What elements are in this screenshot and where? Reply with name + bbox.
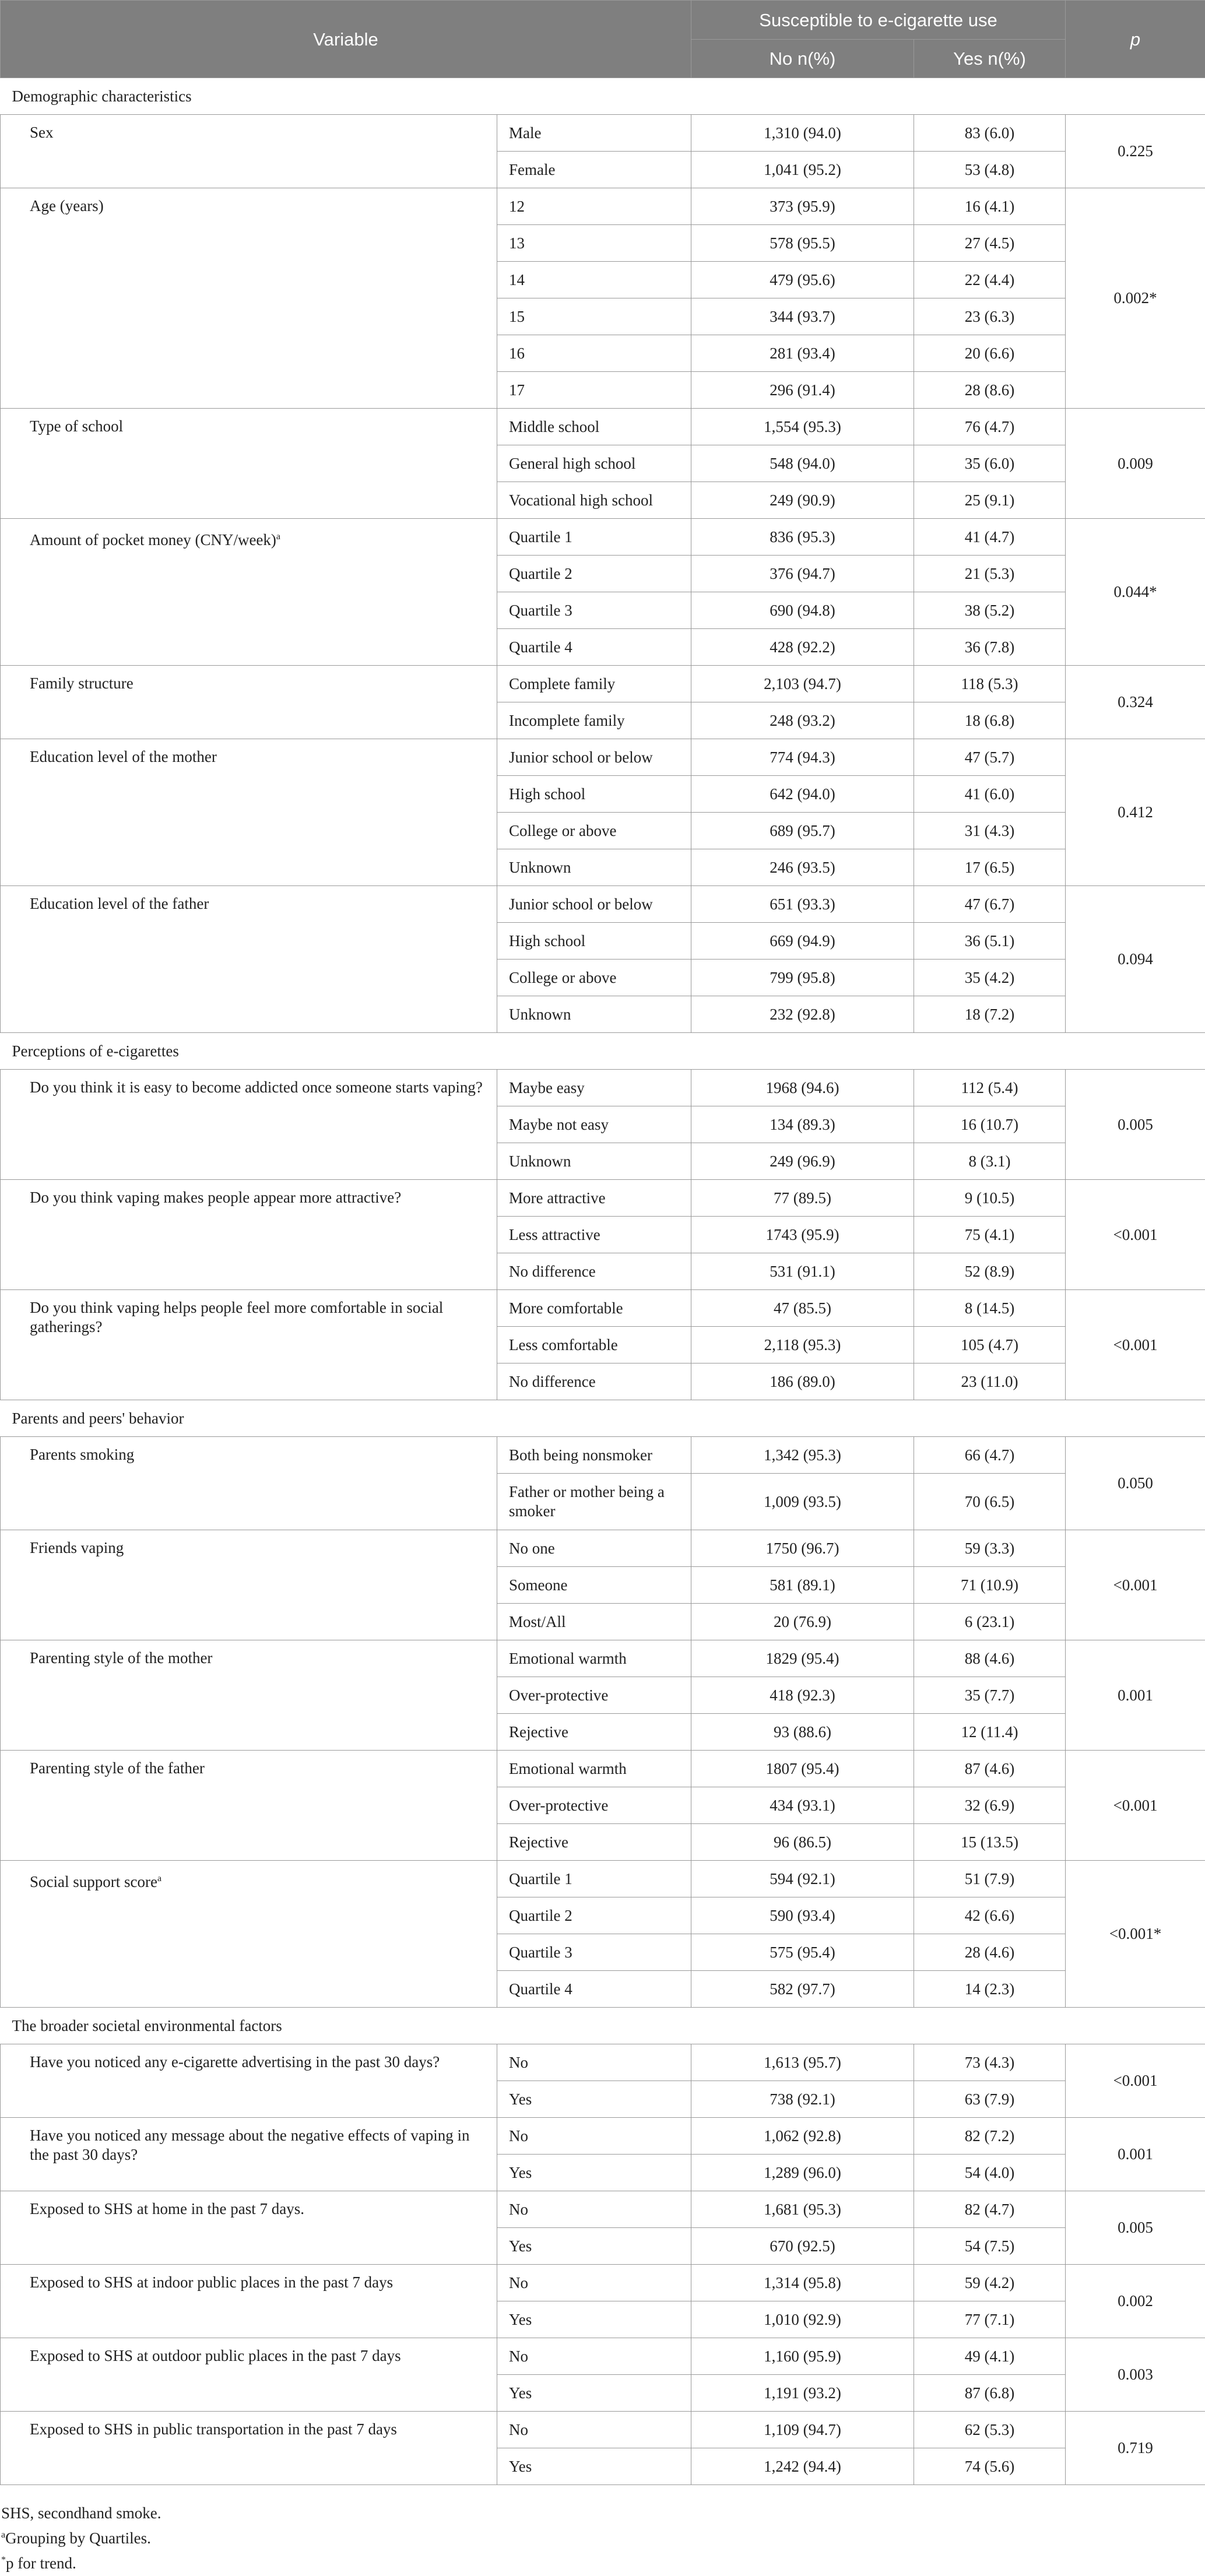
table-row <box>1 115 1205 152</box>
no-value-cell: 1,010 (92.9) <box>691 2301 914 2338</box>
no-value-cell: 548 (94.0) <box>691 445 914 482</box>
no-value-cell: 642 (94.0) <box>691 776 914 813</box>
variable-name: Family structure <box>30 674 134 692</box>
yes-value-cell: 16 (4.1) <box>914 188 1066 225</box>
category-cell: 14 <box>497 262 691 298</box>
category-cell: Complete family <box>497 666 691 702</box>
category-cell: Quartile 4 <box>497 629 691 666</box>
no-value-cell: 2,118 (95.3) <box>691 1327 914 1363</box>
yes-value-cell: 54 (4.0) <box>914 2155 1066 2191</box>
footnote-marker: a <box>1 2530 6 2540</box>
no-value-cell: 1,160 (95.9) <box>691 2338 914 2375</box>
yes-value-cell: 75 (4.1) <box>914 1217 1066 1253</box>
category-cell: Rejective <box>497 1824 691 1861</box>
no-value-cell: 1,242 (94.4) <box>691 2448 914 2485</box>
yes-value-cell: 42 (6.6) <box>914 1897 1066 1934</box>
category-cell: Yes <box>497 2448 691 2485</box>
category-cell: Junior school or below <box>497 739 691 776</box>
category-cell: 13 <box>497 225 691 262</box>
no-value-cell: 1,109 (94.7) <box>691 2412 914 2448</box>
category-cell: Quartile 1 <box>497 519 691 556</box>
p-value-cell: 0.002 <box>1066 2265 1205 2338</box>
category-cell: Male <box>497 115 691 152</box>
no-value-cell: 531 (91.1) <box>691 1253 914 1290</box>
p-value-cell: 0.001 <box>1066 2118 1205 2191</box>
no-value-cell: 1807 (95.4) <box>691 1751 914 1787</box>
no-value-cell: 670 (92.5) <box>691 2228 914 2265</box>
no-value-cell: 1,289 (96.0) <box>691 2155 914 2191</box>
section-title: Parents and peers' behavior <box>1 1400 1205 1437</box>
variable-name: Sex <box>30 124 54 141</box>
header-yes: Yes n(%) <box>914 40 1066 78</box>
no-value-cell: 1968 (94.6) <box>691 1070 914 1106</box>
no-value-cell: 1,554 (95.3) <box>691 409 914 445</box>
variable-name: Friends vaping <box>30 1539 124 1556</box>
category-cell: No <box>497 2338 691 2375</box>
yes-value-cell: 83 (6.0) <box>914 115 1066 152</box>
p-value-cell: 0.050 <box>1066 1437 1205 1530</box>
no-value-cell: 428 (92.2) <box>691 629 914 666</box>
footnote-text: Grouping by Quartiles. <box>5 2529 151 2547</box>
header-no: No n(%) <box>691 40 914 78</box>
yes-value-cell: 17 (6.5) <box>914 849 1066 886</box>
no-value-cell: 479 (95.6) <box>691 262 914 298</box>
yes-value-cell: 87 (4.6) <box>914 1751 1066 1787</box>
no-value-cell: 1750 (96.7) <box>691 1530 914 1567</box>
yes-value-cell: 88 (4.6) <box>914 1640 1066 1677</box>
yes-value-cell: 36 (5.1) <box>914 923 1066 960</box>
variable-cell <box>1 188 497 409</box>
variable-cell <box>1 1861 497 2008</box>
no-value-cell: 581 (89.1) <box>691 1567 914 1604</box>
category-cell: Yes <box>497 2301 691 2338</box>
no-value-cell: 1,009 (93.5) <box>691 1474 914 1530</box>
category-cell: Maybe easy <box>497 1070 691 1106</box>
category-cell: More attractive <box>497 1180 691 1217</box>
yes-value-cell: 52 (8.9) <box>914 1253 1066 1290</box>
yes-value-cell: 118 (5.3) <box>914 666 1066 702</box>
section-row <box>1 1033 1205 1070</box>
footnote-marker: a <box>157 1874 162 1883</box>
p-value-cell: <0.001* <box>1066 1861 1205 2008</box>
no-value-cell: 1,613 (95.7) <box>691 2044 914 2081</box>
no-value-cell: 376 (94.7) <box>691 556 914 592</box>
category-cell: Father or mother being a smoker <box>497 1474 691 1530</box>
yes-value-cell: 21 (5.3) <box>914 556 1066 592</box>
variable-name: Parenting style of the mother <box>30 1649 213 1667</box>
no-value-cell: 669 (94.9) <box>691 923 914 960</box>
p-value-cell: <0.001 <box>1066 2044 1205 2118</box>
no-value-cell: 582 (97.7) <box>691 1971 914 2008</box>
no-value-cell: 594 (92.1) <box>691 1861 914 1897</box>
yes-value-cell: 112 (5.4) <box>914 1070 1066 1106</box>
variable-cell <box>1 739 497 886</box>
category-cell: Quartile 3 <box>497 592 691 629</box>
variable-name: Parenting style of the father <box>30 1759 205 1777</box>
section-row <box>1 1400 1205 1437</box>
header-susceptible: Susceptible to e-cigarette use <box>691 1 1066 40</box>
variable-cell <box>1 886 497 1033</box>
variable-cell <box>1 666 497 739</box>
section-title: Demographic characteristics <box>1 78 1205 115</box>
no-value-cell: 1,342 (95.3) <box>691 1437 914 1474</box>
variable-name: Parents smoking <box>30 1446 135 1463</box>
category-cell: Quartile 3 <box>497 1934 691 1971</box>
category-cell: Someone <box>497 1567 691 1604</box>
yes-value-cell: 51 (7.9) <box>914 1861 1066 1897</box>
footnote <box>0 2502 1205 2524</box>
no-value-cell: 575 (95.4) <box>691 1934 914 1971</box>
yes-value-cell: 22 (4.4) <box>914 262 1066 298</box>
category-cell: More comfortable <box>497 1290 691 1327</box>
footnote-text: p for trend. <box>6 2554 76 2572</box>
table-row <box>1 886 1205 923</box>
yes-value-cell: 23 (11.0) <box>914 1363 1066 1400</box>
variable-name: Type of school <box>30 417 124 435</box>
yes-value-cell: 47 (6.7) <box>914 886 1066 923</box>
no-value-cell: 344 (93.7) <box>691 298 914 335</box>
variable-cell <box>1 2044 497 2118</box>
no-value-cell: 248 (93.2) <box>691 702 914 739</box>
no-value-cell: 1,310 (94.0) <box>691 115 914 152</box>
category-cell: 16 <box>497 335 691 372</box>
yes-value-cell: 23 (6.3) <box>914 298 1066 335</box>
yes-value-cell: 59 (4.2) <box>914 2265 1066 2301</box>
variable-cell <box>1 115 497 188</box>
no-value-cell: 249 (90.9) <box>691 482 914 519</box>
variable-name: Amount of pocket money (CNY/week) <box>30 531 276 549</box>
yes-value-cell: 16 (10.7) <box>914 1106 1066 1143</box>
category-cell: Middle school <box>497 409 691 445</box>
table-body <box>1 78 1205 2485</box>
category-cell: No difference <box>497 1363 691 1400</box>
category-cell: Quartile 2 <box>497 1897 691 1934</box>
category-cell: Emotional warmth <box>497 1751 691 1787</box>
p-value-cell: 0.719 <box>1066 2412 1205 2485</box>
category-cell: Quartile 2 <box>497 556 691 592</box>
p-value-cell: <0.001 <box>1066 1180 1205 1290</box>
table-row <box>1 2191 1205 2228</box>
category-cell: Female <box>497 152 691 188</box>
table-row <box>1 188 1205 225</box>
yes-value-cell: 27 (4.5) <box>914 225 1066 262</box>
no-value-cell: 246 (93.5) <box>691 849 914 886</box>
yes-value-cell: 14 (2.3) <box>914 1971 1066 2008</box>
yes-value-cell: 18 (7.2) <box>914 996 1066 1033</box>
no-value-cell: 296 (91.4) <box>691 372 914 409</box>
yes-value-cell: 36 (7.8) <box>914 629 1066 666</box>
no-value-cell: 134 (89.3) <box>691 1106 914 1143</box>
no-value-cell: 2,103 (94.7) <box>691 666 914 702</box>
variable-cell <box>1 1437 497 1530</box>
yes-value-cell: 20 (6.6) <box>914 335 1066 372</box>
no-value-cell: 836 (95.3) <box>691 519 914 556</box>
yes-value-cell: 35 (6.0) <box>914 445 1066 482</box>
section-row <box>1 2008 1205 2044</box>
no-value-cell: 590 (93.4) <box>691 1897 914 1934</box>
yes-value-cell: 12 (11.4) <box>914 1714 1066 1751</box>
no-value-cell: 1,062 (92.8) <box>691 2118 914 2155</box>
variable-name: Age (years) <box>30 197 104 215</box>
yes-value-cell: 9 (10.5) <box>914 1180 1066 1217</box>
no-value-cell: 232 (92.8) <box>691 996 914 1033</box>
no-value-cell: 1829 (95.4) <box>691 1640 914 1677</box>
yes-value-cell: 28 (4.6) <box>914 1934 1066 1971</box>
variable-name: Education level of the father <box>30 895 209 912</box>
category-cell: Yes <box>497 2155 691 2191</box>
category-cell: 15 <box>497 298 691 335</box>
category-cell: No <box>497 2118 691 2155</box>
yes-value-cell: 76 (4.7) <box>914 409 1066 445</box>
table-row <box>1 1180 1205 1217</box>
category-cell: No <box>497 2044 691 2081</box>
p-value-cell: <0.001 <box>1066 1751 1205 1861</box>
variable-name: Social support score <box>30 1873 157 1890</box>
no-value-cell: 1,191 (93.2) <box>691 2375 914 2412</box>
no-value-cell: 281 (93.4) <box>691 335 914 372</box>
category-cell: Over-protective <box>497 1677 691 1714</box>
no-value-cell: 799 (95.8) <box>691 960 914 996</box>
variable-cell <box>1 1530 497 1640</box>
category-cell: Unknown <box>497 1143 691 1180</box>
footnote-marker: a <box>276 532 281 542</box>
category-cell: 17 <box>497 372 691 409</box>
variable-cell <box>1 1180 497 1290</box>
yes-value-cell: 15 (13.5) <box>914 1824 1066 1861</box>
yes-value-cell: 47 (5.7) <box>914 739 1066 776</box>
category-cell: Over-protective <box>497 1787 691 1824</box>
yes-value-cell: 8 (3.1) <box>914 1143 1066 1180</box>
category-cell: Less attractive <box>497 1217 691 1253</box>
p-value-cell: 0.044* <box>1066 519 1205 666</box>
yes-value-cell: 32 (6.9) <box>914 1787 1066 1824</box>
no-value-cell: 373 (95.9) <box>691 188 914 225</box>
variable-name: Do you think vaping helps people feel more comfortable in social gatherings? <box>30 1299 444 1336</box>
category-cell: Less comfortable <box>497 1327 691 1363</box>
category-cell: Yes <box>497 2228 691 2265</box>
table-row <box>1 1070 1205 1106</box>
table-row <box>1 1640 1205 1677</box>
category-cell: Junior school or below <box>497 886 691 923</box>
no-value-cell: 47 (85.5) <box>691 1290 914 1327</box>
yes-value-cell: 105 (4.7) <box>914 1327 1066 1363</box>
category-cell: No difference <box>497 1253 691 1290</box>
yes-value-cell: 87 (6.8) <box>914 2375 1066 2412</box>
variable-name: Exposed to SHS at home in the past 7 days. <box>30 2200 304 2217</box>
table-row <box>1 2044 1205 2081</box>
yes-value-cell: 18 (6.8) <box>914 702 1066 739</box>
yes-value-cell: 35 (7.7) <box>914 1677 1066 1714</box>
table-row <box>1 1530 1205 1567</box>
yes-value-cell: 41 (4.7) <box>914 519 1066 556</box>
variable-cell <box>1 2118 497 2191</box>
p-value-cell: 0.005 <box>1066 2191 1205 2265</box>
category-cell: No <box>497 2191 691 2228</box>
category-cell: College or above <box>497 960 691 996</box>
no-value-cell: 578 (95.5) <box>691 225 914 262</box>
p-value-cell: 0.001 <box>1066 1640 1205 1751</box>
yes-value-cell: 38 (5.2) <box>914 592 1066 629</box>
yes-value-cell: 63 (7.9) <box>914 2081 1066 2118</box>
yes-value-cell: 70 (6.5) <box>914 1474 1066 1530</box>
yes-value-cell: 41 (6.0) <box>914 776 1066 813</box>
footnote-marker: * <box>1 2555 6 2565</box>
header-p: p <box>1066 1 1205 78</box>
variable-cell <box>1 409 497 519</box>
yes-value-cell: 54 (7.5) <box>914 2228 1066 2265</box>
table-row <box>1 2118 1205 2155</box>
no-value-cell: 186 (89.0) <box>691 1363 914 1400</box>
category-cell: Quartile 4 <box>497 1971 691 2008</box>
variable-name: Education level of the mother <box>30 748 217 765</box>
category-cell: Unknown <box>497 849 691 886</box>
category-cell: Vocational high school <box>497 482 691 519</box>
table-row <box>1 409 1205 445</box>
table-row <box>1 1751 1205 1787</box>
no-value-cell: 1,681 (95.3) <box>691 2191 914 2228</box>
category-cell: 12 <box>497 188 691 225</box>
yes-value-cell: 28 (8.6) <box>914 372 1066 409</box>
yes-value-cell: 62 (5.3) <box>914 2412 1066 2448</box>
p-value-cell: 0.005 <box>1066 1070 1205 1180</box>
p-value-cell: 0.225 <box>1066 115 1205 188</box>
no-value-cell: 249 (96.9) <box>691 1143 914 1180</box>
table-row <box>1 2412 1205 2448</box>
variable-name: Have you noticed any e-cigarette advertising in the past 30 days? <box>30 2053 440 2071</box>
variable-cell <box>1 2338 497 2412</box>
no-value-cell: 774 (94.3) <box>691 739 914 776</box>
yes-value-cell: 71 (10.9) <box>914 1567 1066 1604</box>
variable-cell <box>1 1751 497 1861</box>
no-value-cell: 1,041 (95.2) <box>691 152 914 188</box>
category-cell: Yes <box>497 2081 691 2118</box>
p-value-cell: 0.003 <box>1066 2338 1205 2412</box>
p-value-cell: 0.009 <box>1066 409 1205 519</box>
table-row <box>1 2338 1205 2375</box>
table-row <box>1 1290 1205 1327</box>
header-variable: Variable <box>1 1 691 78</box>
no-value-cell: 651 (93.3) <box>691 886 914 923</box>
variable-cell <box>1 2191 497 2265</box>
yes-value-cell: 66 (4.7) <box>914 1437 1066 1474</box>
yes-value-cell: 49 (4.1) <box>914 2338 1066 2375</box>
category-cell: No <box>497 2412 691 2448</box>
no-value-cell: 93 (88.6) <box>691 1714 914 1751</box>
p-value-cell: 0.412 <box>1066 739 1205 886</box>
table-row <box>1 666 1205 702</box>
footnote <box>0 2549 1205 2574</box>
variable-cell <box>1 2265 497 2338</box>
table-row <box>1 519 1205 556</box>
variable-name: Exposed to SHS in public transportation in the past 7 days <box>30 2420 397 2438</box>
category-cell: College or above <box>497 813 691 849</box>
category-cell: Maybe not easy <box>497 1106 691 1143</box>
no-value-cell: 96 (86.5) <box>691 1824 914 1861</box>
category-cell: High school <box>497 923 691 960</box>
no-value-cell: 77 (89.5) <box>691 1180 914 1217</box>
category-cell: High school <box>497 776 691 813</box>
no-value-cell: 1,314 (95.8) <box>691 2265 914 2301</box>
variable-name: Exposed to SHS at indoor public places in the past 7 days <box>30 2273 394 2291</box>
yes-value-cell: 82 (4.7) <box>914 2191 1066 2228</box>
table-row <box>1 2265 1205 2301</box>
table-row <box>1 739 1205 776</box>
no-value-cell: 20 (76.9) <box>691 1604 914 1640</box>
variable-cell <box>1 519 497 666</box>
table-row <box>1 1861 1205 1897</box>
p-value-cell: 0.324 <box>1066 666 1205 739</box>
table-header <box>1 1 1205 78</box>
section-title: Perceptions of e-cigarettes <box>1 1033 1205 1070</box>
variable-cell <box>1 1070 497 1180</box>
no-value-cell: 418 (92.3) <box>691 1677 914 1714</box>
yes-value-cell: 77 (7.1) <box>914 2301 1066 2338</box>
category-cell: Quartile 1 <box>497 1861 691 1897</box>
variable-cell <box>1 1640 497 1751</box>
no-value-cell: 738 (92.1) <box>691 2081 914 2118</box>
footnotes <box>0 2502 1205 2574</box>
category-cell: Emotional warmth <box>497 1640 691 1677</box>
no-value-cell: 434 (93.1) <box>691 1787 914 1824</box>
no-value-cell: 1743 (95.9) <box>691 1217 914 1253</box>
yes-value-cell: 73 (4.3) <box>914 2044 1066 2081</box>
yes-value-cell: 74 (5.6) <box>914 2448 1066 2485</box>
yes-value-cell: 31 (4.3) <box>914 813 1066 849</box>
category-cell: No one <box>497 1530 691 1567</box>
section-row <box>1 78 1205 115</box>
variable-name: Do you think it is easy to become addicted once someone starts vaping? <box>30 1078 483 1096</box>
variable-name: Do you think vaping makes people appear more attractive? <box>30 1189 402 1206</box>
category-cell: Yes <box>497 2375 691 2412</box>
yes-value-cell: 8 (14.5) <box>914 1290 1066 1327</box>
yes-value-cell: 53 (4.8) <box>914 152 1066 188</box>
category-cell: No <box>497 2265 691 2301</box>
yes-value-cell: 6 (23.1) <box>914 1604 1066 1640</box>
category-cell: General high school <box>497 445 691 482</box>
table-row <box>1 1437 1205 1474</box>
category-cell: Incomplete family <box>497 702 691 739</box>
yes-value-cell: 35 (4.2) <box>914 960 1066 996</box>
p-value-cell: 0.002* <box>1066 188 1205 409</box>
category-cell: Rejective <box>497 1714 691 1751</box>
p-value-cell: <0.001 <box>1066 1530 1205 1640</box>
yes-value-cell: 59 (3.3) <box>914 1530 1066 1567</box>
category-cell: Both being nonsmoker <box>497 1437 691 1474</box>
no-value-cell: 690 (94.8) <box>691 592 914 629</box>
yes-value-cell: 25 (9.1) <box>914 482 1066 519</box>
variable-name: Have you noticed any message about the negative effects of vaping in the past 30 days? <box>30 2127 470 2163</box>
variable-cell <box>1 1290 497 1400</box>
yes-value-cell: 82 (7.2) <box>914 2118 1066 2155</box>
p-value-cell: 0.094 <box>1066 886 1205 1033</box>
no-value-cell: 689 (95.7) <box>691 813 914 849</box>
category-cell: Unknown <box>497 996 691 1033</box>
p-value-cell: <0.001 <box>1066 1290 1205 1400</box>
footnote-text: SHS, secondhand smoke. <box>1 2504 161 2522</box>
variable-name: Exposed to SHS at outdoor public places in the past 7 days <box>30 2347 401 2364</box>
section-title: The broader societal environmental factors <box>1 2008 1205 2044</box>
footnote <box>0 2524 1205 2549</box>
variable-cell <box>1 2412 497 2485</box>
category-cell: Most/All <box>497 1604 691 1640</box>
